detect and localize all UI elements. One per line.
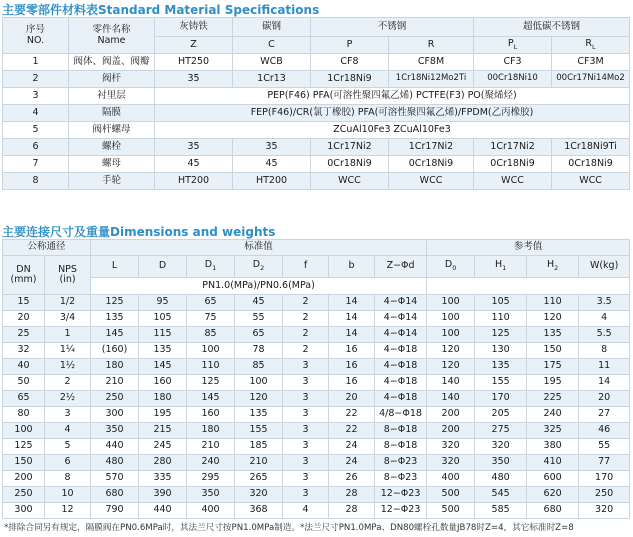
cell-h2: 325 — [527, 423, 579, 439]
cell-r: 1Cr18Ni12Mo2Ti — [389, 71, 474, 88]
dimensions-pressure-row — [3, 278, 630, 295]
cell-p: 1Cr18Ni9 — [311, 71, 389, 88]
cell-name: 阀杆螺母 — [69, 122, 155, 139]
cell-d0: 100 — [427, 295, 475, 311]
cell-h1: 130 — [475, 343, 527, 359]
cell-d2: 368 — [235, 503, 283, 519]
cell-d0: 500 — [427, 487, 475, 503]
cell-name: 阀杆 — [69, 71, 155, 88]
cell-no: 4 — [3, 105, 69, 122]
cell-f: 3 — [283, 359, 329, 375]
cell-d2: 78 — [235, 343, 283, 359]
cell-dn: 15 — [3, 295, 45, 311]
materials-row — [3, 122, 630, 139]
cell-nps: 1½ — [45, 359, 91, 375]
cell-zd: 8−Φ23 — [375, 471, 427, 487]
code-c: C — [233, 37, 311, 54]
cell-zd: 8−Φ18 — [375, 423, 427, 439]
cell-h2: 195 — [527, 375, 579, 391]
cell-f: 3 — [283, 423, 329, 439]
cell-nps: 1/2 — [45, 295, 91, 311]
cell-f: 2 — [283, 327, 329, 343]
cell-d0: 120 — [427, 359, 475, 375]
code-p: P — [311, 37, 389, 54]
cell-l: 135 — [91, 311, 139, 327]
cell-d: 115 — [139, 327, 187, 343]
materials-table — [2, 17, 630, 190]
cell-nps: 3 — [45, 407, 91, 423]
cell-d: 95 — [139, 295, 187, 311]
header-standard: 标准值 — [91, 240, 427, 256]
cell-l: 680 — [91, 487, 139, 503]
cell-h2: 150 — [527, 343, 579, 359]
cell-nps: 12 — [45, 503, 91, 519]
cell-d1: 400 — [187, 503, 235, 519]
cell-w: 5.5 — [579, 327, 630, 343]
cell-pl: 00Cr18Ni10 — [474, 71, 552, 88]
cell-b: 16 — [329, 375, 375, 391]
cell-d: 245 — [139, 439, 187, 455]
materials-row — [3, 139, 630, 156]
cell-dn: 200 — [3, 471, 45, 487]
cell-d0: 140 — [427, 375, 475, 391]
cell-name: 衬里层 — [69, 88, 155, 105]
cell-dn: 100 — [3, 423, 45, 439]
cell-rl: 1Cr18Ni9Ti — [552, 139, 630, 156]
cell-nps: 5 — [45, 439, 91, 455]
cell-no: 8 — [3, 173, 69, 190]
cell-zd: 12−Φ23 — [375, 487, 427, 503]
cell-name: 隔膜 — [69, 105, 155, 122]
cell-b: 22 — [329, 407, 375, 423]
cell-f: 4 — [283, 503, 329, 519]
header-h1: $H_1$ — [475, 256, 527, 278]
cell-f: 3 — [283, 455, 329, 471]
dimensions-row — [3, 311, 630, 327]
header-carbon-steel: 碳钢 — [233, 18, 311, 37]
cell-d2: 45 — [235, 295, 283, 311]
dimensions-row — [3, 471, 630, 487]
materials-row — [3, 156, 630, 173]
cell-l: 145 — [91, 327, 139, 343]
cell-r: 0Cr18Ni9 — [389, 156, 474, 173]
cell-f: 3 — [283, 391, 329, 407]
cell-p: 0Cr18Ni9 — [311, 156, 389, 173]
cell-f: 2 — [283, 311, 329, 327]
cell-h1: 545 — [475, 487, 527, 503]
header-h2: $H_2$ — [527, 256, 579, 278]
cell-c: 35 — [233, 139, 311, 156]
code-pl: $P_L$ — [474, 37, 552, 54]
header-f: f — [283, 256, 329, 278]
cell-zd: 4−Φ18 — [375, 375, 427, 391]
cell-c: 45 — [233, 156, 311, 173]
cell-d2: 155 — [235, 423, 283, 439]
cell-pl: 0Cr18Ni9 — [474, 156, 552, 173]
cell-h1: 480 — [475, 471, 527, 487]
cell-h1: 105 — [475, 295, 527, 311]
cell-name: 手轮 — [69, 173, 155, 190]
cell-w: 170 — [579, 471, 630, 487]
cell-pl: 1Cr17Ni2 — [474, 139, 552, 156]
cell-h1: 125 — [475, 327, 527, 343]
header-d0: $D_0$ — [427, 256, 475, 278]
cell-span: FEP(F46)/CR(氯丁橡胶) PFA(可溶性聚四氟乙烯)/FPDM(乙丙橡胶) — [155, 105, 630, 122]
materials-title: 主要零部件材料表Standard Material Specifications — [2, 3, 320, 17]
dimensions-row — [3, 439, 630, 455]
cell-l: 350 — [91, 423, 139, 439]
cell-zd: 8−Φ18 — [375, 439, 427, 455]
cell-name: 螺母 — [69, 156, 155, 173]
cell-dn: 65 — [3, 391, 45, 407]
cell-d2: 85 — [235, 359, 283, 375]
code-r: R — [389, 37, 474, 54]
cell-nps: 4 — [45, 423, 91, 439]
footnote: *排除合同另有规定，隔膜阀在PN0.6MPa时，其法兰尺寸按PN1.0MPa制造。*法兰尺寸PN1.0MPa、DN80螺栓孔数量JB78时Z=4，其它标准时Z=8 — [4, 523, 574, 533]
cell-dn: 125 — [3, 439, 45, 455]
cell-h2: 240 — [527, 407, 579, 423]
dimensions-row — [3, 327, 630, 343]
cell-d0: 500 — [427, 503, 475, 519]
cell-dn: 25 — [3, 327, 45, 343]
header-l: L — [91, 256, 139, 278]
cell-d2: 55 — [235, 311, 283, 327]
cell-no: 1 — [3, 54, 69, 71]
cell-f: 3 — [283, 487, 329, 503]
cell-l: 790 — [91, 503, 139, 519]
dimensions-row — [3, 407, 630, 423]
cell-h1: 585 — [475, 503, 527, 519]
cell-l: 125 — [91, 295, 139, 311]
cell-d0: 120 — [427, 343, 475, 359]
cell-d0: 100 — [427, 327, 475, 343]
cell-d0: 200 — [427, 407, 475, 423]
cell-d1: 145 — [187, 391, 235, 407]
cell-d1: 125 — [187, 375, 235, 391]
cell-d: 145 — [139, 359, 187, 375]
cell-b: 26 — [329, 471, 375, 487]
cell-d0: 320 — [427, 455, 475, 471]
cell-h2: 110 — [527, 295, 579, 311]
header-gray-iron: 灰铸铁 — [155, 18, 233, 37]
cell-d0: 100 — [427, 311, 475, 327]
cell-w: 20 — [579, 391, 630, 407]
cell-no: 7 — [3, 156, 69, 173]
cell-b: 16 — [329, 359, 375, 375]
materials-header-row-1 — [3, 18, 630, 37]
cell-h1: 205 — [475, 407, 527, 423]
cell-d1: 210 — [187, 439, 235, 455]
header-pressure: PN1.0(MPa)/PN0.6(MPa) — [91, 278, 427, 295]
cell-zd: 4−Φ18 — [375, 391, 427, 407]
cell-f: 3 — [283, 471, 329, 487]
materials-row — [3, 54, 630, 71]
header-d: D — [139, 256, 187, 278]
dimensions-row — [3, 423, 630, 439]
cell-zd: 4−Φ18 — [375, 359, 427, 375]
cell-rl: CF3M — [552, 54, 630, 71]
cell-h2: 410 — [527, 455, 579, 471]
cell-b: 28 — [329, 503, 375, 519]
cell-p: CF8 — [311, 54, 389, 71]
cell-h1: 135 — [475, 359, 527, 375]
cell-h1: 110 — [475, 311, 527, 327]
cell-d0: 200 — [427, 423, 475, 439]
dimensions-row — [3, 487, 630, 503]
cell-dn: 250 — [3, 487, 45, 503]
dimensions-row — [3, 503, 630, 519]
cell-nps: 8 — [45, 471, 91, 487]
cell-dn: 50 — [3, 375, 45, 391]
cell-r: 1Cr17Ni2 — [389, 139, 474, 156]
header-d2: $D_2$ — [235, 256, 283, 278]
cell-d: 160 — [139, 375, 187, 391]
materials-row — [3, 173, 630, 190]
cell-d2: 185 — [235, 439, 283, 455]
cell-name: 阀体、阀盖、阀瓣 — [69, 54, 155, 71]
cell-d1: 240 — [187, 455, 235, 471]
cell-zd: 4−Φ18 — [375, 343, 427, 359]
cell-c: HT200 — [233, 173, 311, 190]
dimensions-row — [3, 455, 630, 471]
dimensions-header-row-2 — [3, 256, 630, 278]
cell-rl: 0Cr18Ni9 — [552, 156, 630, 173]
cell-zd: 12−Φ23 — [375, 503, 427, 519]
cell-w: 77 — [579, 455, 630, 471]
cell-w: 250 — [579, 487, 630, 503]
cell-d1: 65 — [187, 295, 235, 311]
cell-d2: 100 — [235, 375, 283, 391]
header-b: b — [329, 256, 375, 278]
cell-w: 27 — [579, 407, 630, 423]
cell-l: 480 — [91, 455, 139, 471]
cell-no: 3 — [3, 88, 69, 105]
dimensions-table — [2, 239, 630, 519]
cell-c: 1Cr13 — [233, 71, 311, 88]
materials-row — [3, 71, 630, 88]
cell-h2: 680 — [527, 503, 579, 519]
header-w: W(kg) — [579, 256, 630, 278]
cell-d: 280 — [139, 455, 187, 471]
cell-d2: 120 — [235, 391, 283, 407]
header-seq: 序号 NO. — [3, 18, 69, 54]
cell-l: 440 — [91, 439, 139, 455]
cell-d0: 400 — [427, 471, 475, 487]
cell-zd: 4/8−Φ18 — [375, 407, 427, 423]
cell-l: 300 — [91, 407, 139, 423]
cell-w: 3.5 — [579, 295, 630, 311]
cell-w: 11 — [579, 359, 630, 375]
cell-f: 3 — [283, 439, 329, 455]
cell-rl: 00Cr17Ni14Mo2 — [552, 71, 630, 88]
cell-pl: WCC — [474, 173, 552, 190]
cell-d1: 295 — [187, 471, 235, 487]
cell-span: PEP(F46) PFA(可溶性聚四氟乙烯) PCTFE(F3) PO(聚烯烃) — [155, 88, 630, 105]
cell-d: 215 — [139, 423, 187, 439]
header-d1: $D_1$ — [187, 256, 235, 278]
cell-dn: 40 — [3, 359, 45, 375]
cell-d2: 210 — [235, 455, 283, 471]
cell-h2: 225 — [527, 391, 579, 407]
cell-nps: 1 — [45, 327, 91, 343]
cell-pl: CF3 — [474, 54, 552, 71]
cell-l: 570 — [91, 471, 139, 487]
cell-h2: 600 — [527, 471, 579, 487]
cell-d2: 135 — [235, 407, 283, 423]
cell-d: 195 — [139, 407, 187, 423]
cell-h2: 380 — [527, 439, 579, 455]
cell-f: 2 — [283, 295, 329, 311]
cell-d: 105 — [139, 311, 187, 327]
cell-b: 24 — [329, 455, 375, 471]
cell-d1: 100 — [187, 343, 235, 359]
cell-d0: 140 — [427, 391, 475, 407]
cell-dn: 300 — [3, 503, 45, 519]
cell-d1: 160 — [187, 407, 235, 423]
cell-zd: 4−Φ14 — [375, 327, 427, 343]
cell-h1: 350 — [475, 455, 527, 471]
cell-nps: 3/4 — [45, 311, 91, 327]
cell-nps: 2½ — [45, 391, 91, 407]
header-stainless: 不锈钢 — [311, 18, 474, 37]
cell-no: 2 — [3, 71, 69, 88]
cell-c: WCB — [233, 54, 311, 71]
cell-w: 8 — [579, 343, 630, 359]
cell-l: 180 — [91, 359, 139, 375]
cell-d2: 65 — [235, 327, 283, 343]
dimensions-row — [3, 295, 630, 311]
cell-d: 390 — [139, 487, 187, 503]
cell-l: 250 — [91, 391, 139, 407]
dimensions-row — [3, 359, 630, 375]
cell-d: 440 — [139, 503, 187, 519]
cell-b: 22 — [329, 423, 375, 439]
cell-d1: 75 — [187, 311, 235, 327]
cell-h2: 175 — [527, 359, 579, 375]
cell-nps: 6 — [45, 455, 91, 471]
cell-z: 35 — [155, 71, 233, 88]
cell-nps: 2 — [45, 375, 91, 391]
cell-zd: 4−Φ14 — [375, 311, 427, 327]
cell-d: 180 — [139, 391, 187, 407]
cell-z: HT250 — [155, 54, 233, 71]
cell-d1: 110 — [187, 359, 235, 375]
cell-no: 6 — [3, 139, 69, 156]
cell-w: 55 — [579, 439, 630, 455]
cell-r: WCC — [389, 173, 474, 190]
cell-d0: 320 — [427, 439, 475, 455]
code-z: Z — [155, 37, 233, 54]
cell-b: 14 — [329, 295, 375, 311]
header-dn: DN (mm) — [3, 256, 45, 295]
cell-h1: 275 — [475, 423, 527, 439]
header-low-carbon-stainless: 超低碳不锈钢 — [474, 18, 630, 37]
cell-b: 16 — [329, 343, 375, 359]
cell-z: 45 — [155, 156, 233, 173]
cell-span: ZCuAl10Fe3 ZCuAl10Fe3 — [155, 122, 630, 139]
cell-zd: 8−Φ23 — [375, 455, 427, 471]
cell-f: 3 — [283, 407, 329, 423]
cell-dn: 150 — [3, 455, 45, 471]
cell-z: HT200 — [155, 173, 233, 190]
header-part-name: 零件名称 Name — [69, 18, 155, 54]
cell-h2: 620 — [527, 487, 579, 503]
cell-h1: 320 — [475, 439, 527, 455]
cell-f: 3 — [283, 375, 329, 391]
cell-b: 14 — [329, 311, 375, 327]
dimensions-title: 主要连接尺寸及重量Dimensions and weights — [2, 225, 276, 239]
cell-nps: 1¼ — [45, 343, 91, 359]
cell-nps: 10 — [45, 487, 91, 503]
cell-dn: 80 — [3, 407, 45, 423]
cell-w: 14 — [579, 375, 630, 391]
dimensions-row — [3, 343, 630, 359]
cell-d1: 85 — [187, 327, 235, 343]
header-nominal: 公称通径 — [3, 240, 91, 256]
cell-dn: 20 — [3, 311, 45, 327]
cell-z: 35 — [155, 139, 233, 156]
materials-row — [3, 88, 630, 105]
cell-b: 14 — [329, 327, 375, 343]
cell-h1: 170 — [475, 391, 527, 407]
cell-d2: 320 — [235, 487, 283, 503]
cell-h2: 135 — [527, 327, 579, 343]
cell-p: WCC — [311, 173, 389, 190]
cell-b: 24 — [329, 439, 375, 455]
cell-d1: 180 — [187, 423, 235, 439]
cell-d2: 265 — [235, 471, 283, 487]
cell-name: 螺栓 — [69, 139, 155, 156]
cell-f: 2 — [283, 343, 329, 359]
code-rl: $R_L$ — [552, 37, 630, 54]
cell-zd: 4−Φ14 — [375, 295, 427, 311]
cell-w: 46 — [579, 423, 630, 439]
cell-d: 135 — [139, 343, 187, 359]
materials-row — [3, 105, 630, 122]
cell-p: 1Cr17Ni2 — [311, 139, 389, 156]
cell-w: 320 — [579, 503, 630, 519]
dimensions-header-row-1 — [3, 240, 630, 256]
dimensions-row — [3, 391, 630, 407]
cell-l: 210 — [91, 375, 139, 391]
header-pressure-blank — [427, 278, 630, 295]
cell-b: 28 — [329, 487, 375, 503]
cell-h1: 155 — [475, 375, 527, 391]
cell-d: 335 — [139, 471, 187, 487]
cell-b: 20 — [329, 391, 375, 407]
cell-dn: 32 — [3, 343, 45, 359]
cell-r: CF8M — [389, 54, 474, 71]
cell-d1: 350 — [187, 487, 235, 503]
cell-rl: WCC — [552, 173, 630, 190]
header-nps: NPS (in) — [45, 256, 91, 295]
cell-h2: 120 — [527, 311, 579, 327]
header-reference: 参考值 — [427, 240, 630, 256]
cell-no: 5 — [3, 122, 69, 139]
dimensions-row — [3, 375, 630, 391]
cell-w: 4 — [579, 311, 630, 327]
cell-l: (160) — [91, 343, 139, 359]
header-zd: Z−Φd — [375, 256, 427, 278]
